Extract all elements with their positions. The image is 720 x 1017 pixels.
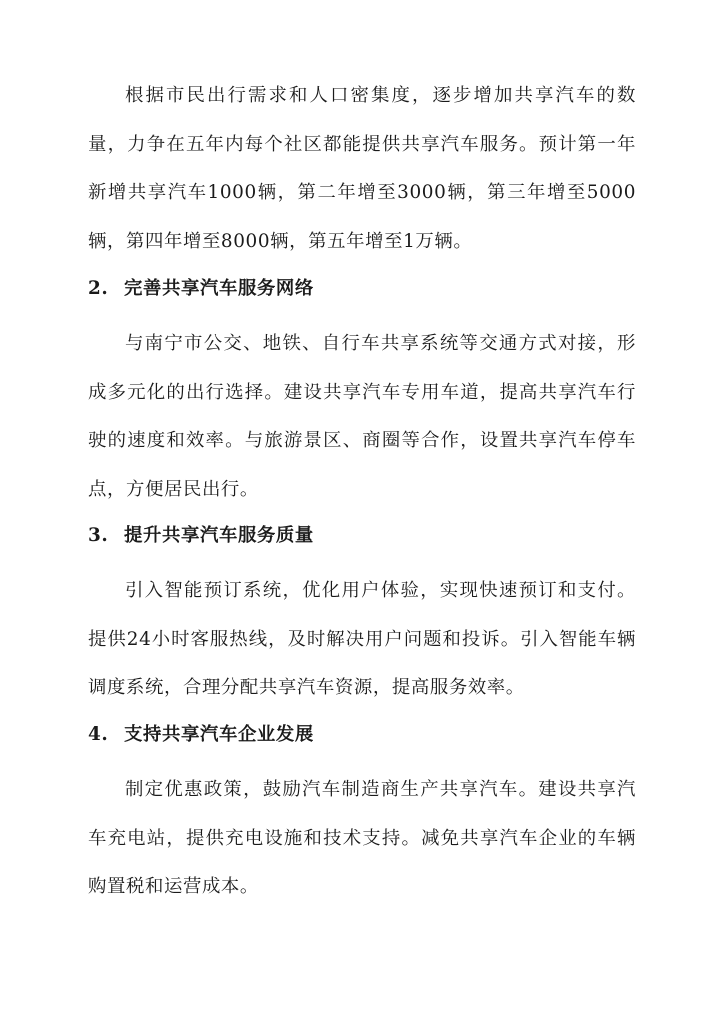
section-heading-3	[88, 523, 636, 549]
section-number: 3.	[88, 525, 109, 546]
section-number: 4.	[88, 724, 109, 745]
paragraph-increase-fleet: 根据市民出行需求和人口密集度，逐步增加共享汽车的数量，力争在五年内每个社区都能提供共享汽车服务。预计第一年新增共享汽车1000辆，第二年增至3000辆，第三年增至5000辆，第四年增至8000辆，第五年增至1万辆。	[88, 85, 636, 252]
section-title: 提升共享汽车服务质量	[124, 525, 314, 546]
section-number: 2.	[88, 278, 109, 299]
paragraph-service-network: 与南宁市公交、地铁、自行车共享系统等交通方式对接，形成多元化的出行选择。建设共享汽车专用车道，提高共享汽车行驶的速度和效率。与旅游景区、商圈等合作，设置共享汽车停车点，方便居民出行。	[88, 333, 636, 500]
section-title: 完善共享汽车服务网络	[124, 278, 314, 299]
section-title: 支持共享汽车企业发展	[124, 724, 314, 745]
paragraph-service-quality: 引入智能预订系统，优化用户体验，实现快速预订和支付。提供24小时客服热线，及时解决用户问题和投诉。引入智能车辆调度系统，合理分配共享汽车资源，提高服务效率。	[88, 580, 636, 698]
section-heading-2	[88, 276, 636, 302]
section-heading-4	[88, 722, 636, 748]
paragraph-enterprise-support: 制定优惠政策，鼓励汽车制造商生产共享汽车。建设共享汽车充电站，提供充电设施和技术支持。减免共享汽车企业的车辆购置税和运营成本。	[88, 779, 636, 897]
